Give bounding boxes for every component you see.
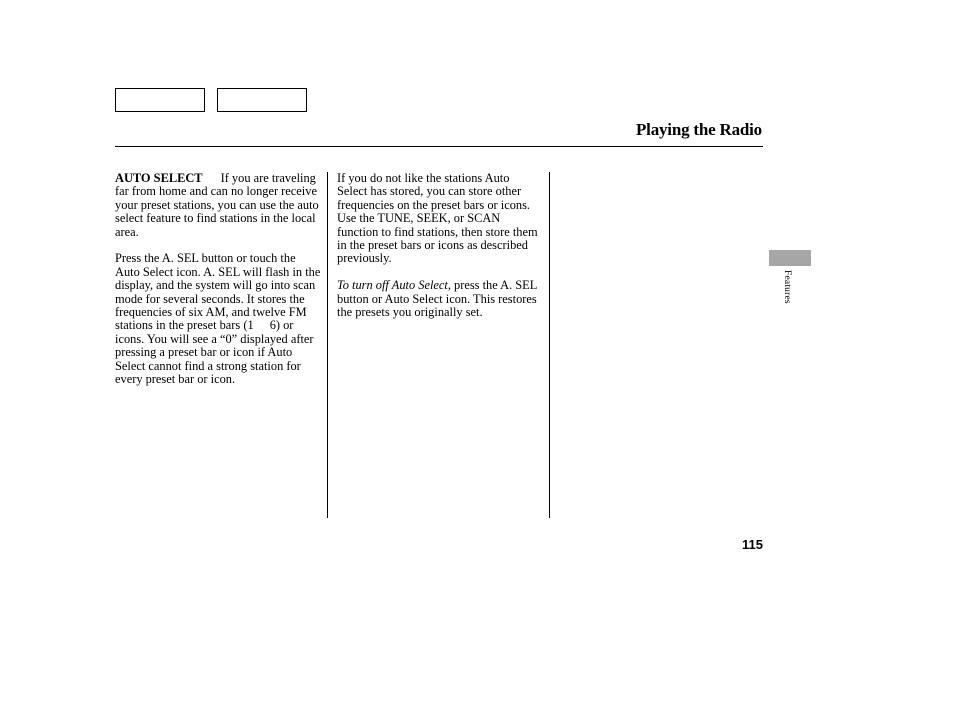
paragraph-auto-select-usage: Press the A. SEL button or touch the Auto Select icon. A. SEL will flash in the display, and the system will go into scan mode for several seconds. It stores the frequencies of six AM, and twelve FM stations in the preset bars (1 6) or icons. You will see a “0” displayed after pressing a preset bar or icon if Auto Select cannot find a strong station for every preset bar or icon. (115, 251, 321, 387)
text-column-1 (115, 172, 321, 400)
section-tab (769, 250, 811, 266)
paragraph-auto-select-intro (115, 172, 321, 239)
page-number: 115 (742, 537, 763, 552)
italic-lead: To turn off Auto Select, (337, 278, 451, 293)
lead-in-heading: AUTO SELECT (115, 171, 203, 185)
text-column-2 (337, 172, 542, 333)
page-title: Playing the Radio (635, 120, 762, 139)
section-tab-label: Features (782, 270, 792, 304)
paragraph-store-stations: If you do not like the stations Auto Select has stored, you can store other frequencies on the preset bars or icons. Use the TUNE, SEEK, or SCAN function to find stations, then store them in the preset bars or icons as described previously. (337, 171, 538, 266)
nav-button-next[interactable] (217, 88, 307, 112)
intro-text: If you are traveling far from home and can no longer receive your preset stations, you can use the auto select feature to find stations in the local area. (115, 171, 319, 239)
column-divider-1 (327, 172, 328, 518)
nav-button-previous[interactable] (115, 88, 205, 112)
header-rule (115, 146, 763, 147)
paragraph-turn-off: To turn off Auto Select, press the A. SEL button or Auto Select icon. This restores the presets you originally set. (337, 278, 537, 320)
column-divider-2 (549, 172, 550, 518)
